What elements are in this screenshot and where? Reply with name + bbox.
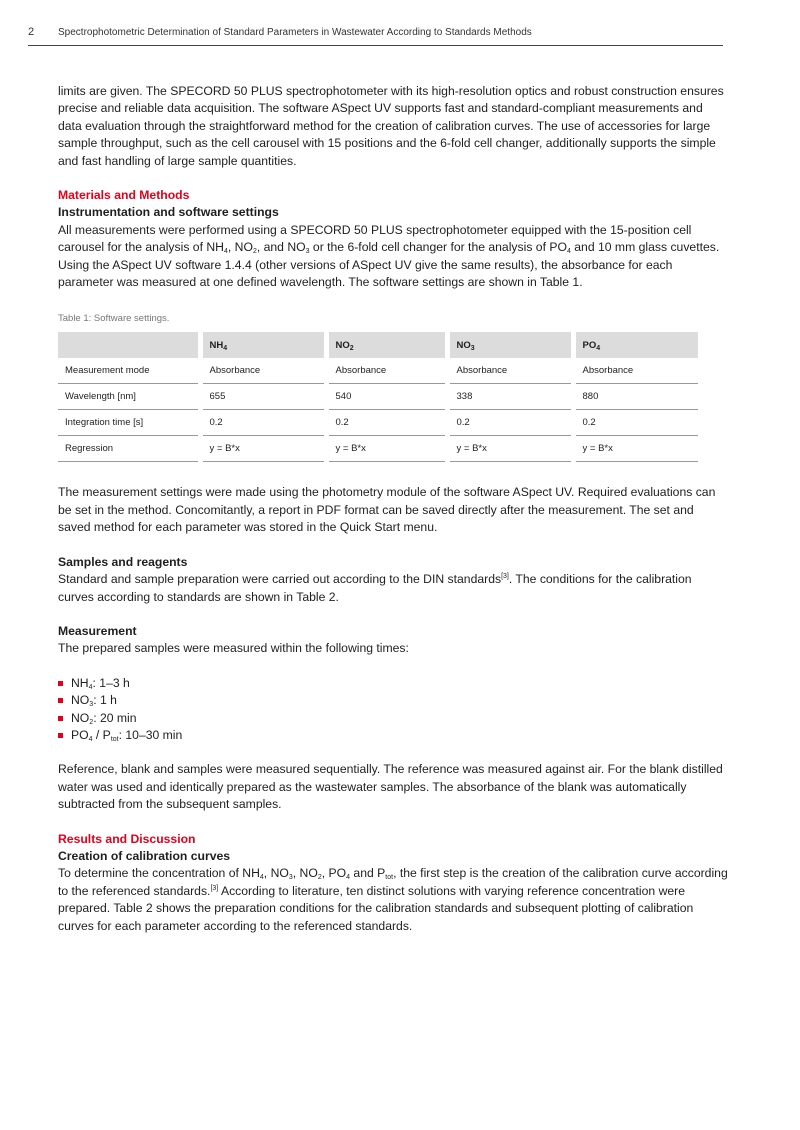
instrumentation-heading: Instrumentation and software settings [58, 205, 279, 220]
calibration-paragraph: To determine the concentration of $NH_4$, $NO_3$, $NO_2$, $PO_4$ and $P_{tot}$, the first step is the creation of the calibration curve according to the referenced standards.[3] According to literature, ten distinct solutions with varying reference concentration were prepared. Table 2 shows the preparation conditions for the calibration standards and subsequent plotting of calibration curves for each parameter according to the referenced standards. [58, 866, 728, 933]
results-discussion-heading: Results and Discussion [58, 831, 196, 846]
list-item: $NO_2$: 20 min [58, 710, 728, 727]
table-cell: 338 [447, 384, 573, 410]
table-cell: 655 [200, 384, 326, 410]
table-row [58, 358, 698, 384]
table-row [58, 436, 698, 462]
instrumentation-paragraph: All measurements were performed using a SPECORD 50 PLUS spectrophotometer equipped with the 15-position cell carousel for the analysis of $NH_4$, $NO_2$, and $NO_3$ or the 6-fold cell changer for the analysis of $PO_4$ and 10 mm glass cuvettes. Using the ASpect UV software 1.4.4 (other versions of ASpect UV give the same results), the absorbance for each parameter was measured at one defined wavelength. The software settings are shown in Table 1. [58, 222, 720, 290]
table-cell: y = B*x [447, 436, 573, 462]
intro-paragraph: limits are given. The SPECORD 50 PLUS spectrophotometer with its high-resolution optics and robust construction ensures precise and reliable data acquisition. The software ASpect UV supports fast and standard-compliant measurements and data evaluation through the straightforward method for the creation of calibration curves. The use of accessories for large sample throughput, such as the cell carousel with 15 positions and the 6-fold cell changer, additionally supports the simple and fast handling of large sample quantities. [58, 84, 724, 168]
table-header-row [58, 332, 698, 358]
table-row [58, 410, 698, 436]
table-cell: 0.2 [326, 410, 447, 436]
square-bullet-icon [58, 716, 63, 721]
col-header-no2: $NO_2$ [326, 332, 447, 358]
table-corner-cell [58, 332, 200, 358]
software-settings-table [58, 332, 698, 462]
samples-reagents-heading: Samples and reagents [58, 554, 188, 569]
page-header [28, 26, 723, 46]
measurement-times-list [58, 675, 728, 745]
square-bullet-icon [58, 698, 63, 703]
reference-marker: [3] [501, 573, 509, 581]
table-row [58, 384, 698, 410]
main-content [58, 83, 728, 935]
col-header-nh4: $NH_4$ [200, 332, 326, 358]
table-cell: 0.2 [573, 410, 698, 436]
page-number: 2 [28, 26, 35, 38]
table-cell: y = B*x [200, 436, 326, 462]
materials-methods-heading: Materials and Methods [58, 188, 190, 203]
table-cell: Absorbance [573, 358, 698, 384]
table-cell: Absorbance [200, 358, 326, 384]
table-cell: 0.2 [200, 410, 326, 436]
sequence-paragraph: Reference, blank and samples were measured sequentially. The reference was measured against air. For the blank distilled water was used and identically prepared as the wastewater samples. The absorbance of the blank was automatically subtracted from the subsequent samples. [58, 762, 723, 812]
table-cell: 540 [326, 384, 447, 410]
row-label: Measurement mode [58, 358, 200, 384]
measurement-settings-paragraph: The measurement settings were made using the photometry module of the software ASpect UV. Required evaluations can be set in the method. Concomitantly, a report in PDF format can be saved directly after the measurement. The set and saved method for each parameter was stored in the Quick Start menu. [58, 485, 716, 535]
row-label: Regression [58, 436, 200, 462]
list-item: $PO_4 / P_{tot}$: 10–30 min [58, 727, 728, 744]
calibration-heading: Creation of calibration curves [58, 848, 231, 863]
list-item: $NH_4$: 1–3 h [58, 675, 728, 692]
table-1-caption: Table 1: Software settings. [58, 313, 170, 325]
row-label: Wavelength [nm] [58, 384, 200, 410]
running-title: Spectrophotometric Determination of Standard Parameters in Wastewater According to Standards Methods [58, 27, 532, 38]
measurement-heading: Measurement [58, 623, 137, 638]
reference-marker: [3] [210, 884, 219, 892]
row-label: Integration time [s] [58, 410, 200, 436]
square-bullet-icon [58, 733, 63, 738]
table-cell: Absorbance [326, 358, 447, 384]
col-header-no3: $NO_3$ [447, 332, 573, 358]
list-item: $NO_3$: 1 h [58, 692, 728, 709]
table-cell: 0.2 [447, 410, 573, 436]
table-cell: 880 [573, 384, 698, 410]
samples-paragraph: Standard and sample preparation were carried out according to the DIN standards[3]. The conditions for the calibration curves according to standards are shown in Table 2. [58, 572, 692, 604]
table-cell: y = B*x [573, 436, 698, 462]
col-header-po4: $PO_4$ [573, 332, 698, 358]
measurement-intro: The prepared samples were measured within the following times: [58, 641, 409, 656]
square-bullet-icon [58, 681, 63, 686]
table-cell: Absorbance [447, 358, 573, 384]
table-cell: y = B*x [326, 436, 447, 462]
